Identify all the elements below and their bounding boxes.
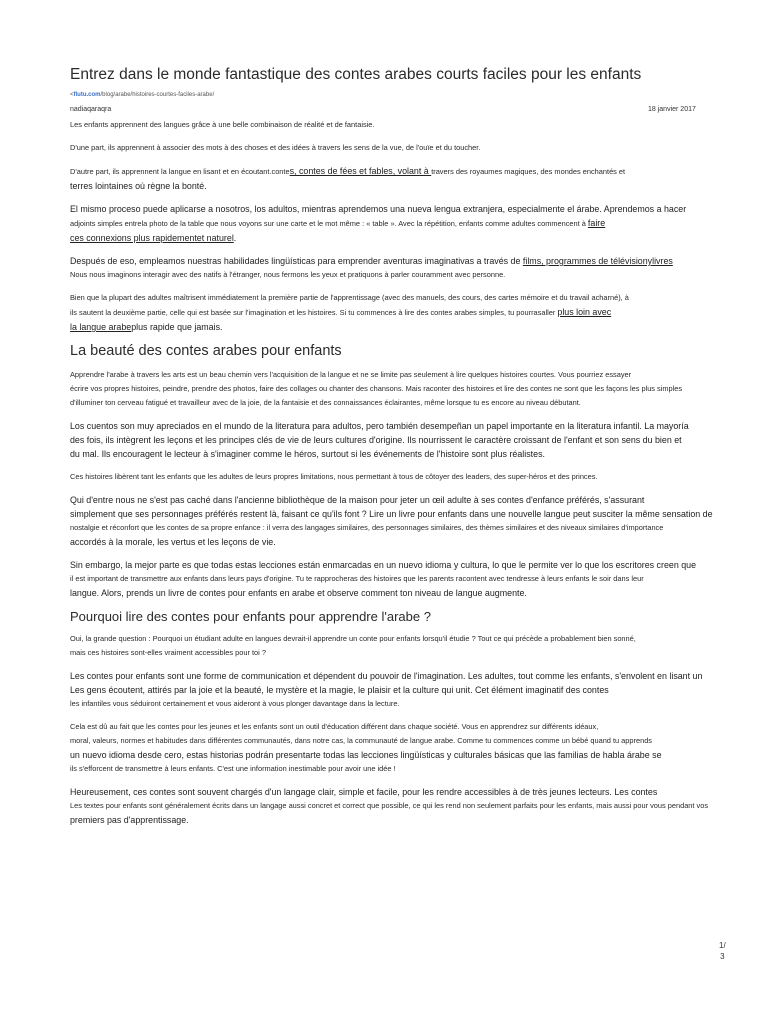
inline-link[interactable]: la langue arabe (70, 322, 132, 332)
text: d'illuminer ton cerveau fatigué et travailleur avec de la joie, de la fantaisie et des connaissances éclairantes, même lorsque tu es encore au niveau débutant. (70, 398, 581, 407)
paragraph (70, 493, 760, 549)
paragraph (70, 254, 760, 282)
section-heading: Pourquoi lire des contes pour enfants pour apprendre l'arabe ? (70, 609, 431, 624)
text: terres lointaines où règne la bonté. (70, 181, 207, 191)
url-path: /blog/arabe/histoires-courtes-faciles-arabe/ (100, 92, 215, 98)
text: langue. Alors, prends un livre de contes pour enfants en arabe et observe comment ton niveau de langue augmente. (70, 588, 527, 598)
text: un nuevo idioma desde cero, estas historias podrán presentarte todas las lecciones lingüísticas y culturales básicas que las familias de habla árabe se (70, 750, 662, 760)
text: moral, valeurs, normes et habitudes dans différentes communautés, dans notre cas, la communauté de langue arabe. Comme tu commences comme un bébé quand tu apprends (70, 736, 652, 745)
article-body (70, 118, 760, 836)
text: El mismo proceso puede aplicarse a nosotros, los adultos, mientras aprendemos una nueva lengua extranjera, especialmente el árabe. Aprendemos a hacer (70, 204, 687, 214)
text: adjoints simples entrela photo de la table que nous voyons sur une carte et le mot même : « table ». Avec la répétition, enfants comme adultes commencent à (70, 219, 588, 228)
text: travers des royaumes magiques, des mondes enchantés et (431, 167, 626, 176)
text: Les textes pour enfants sont généralement écrits dans un langage aussi concret et correct que possible, ce qui les rend non seulement parfaits pour les enfants, mais aussi pour vous pendant vos (70, 801, 709, 810)
paragraph: Les enfants apprennent des langues grâce à une belle combinaison de réalité et de fantaisie. (70, 120, 375, 129)
paragraph (70, 669, 760, 711)
text: simplement que ses personnages préférés restent là, faisant ce qu'ils font ? Lire un livre pour enfants dans une nouvelle langue peut susciter la même sensation de (70, 509, 713, 519)
text: écrire vos propres histoires, peindre, prendre des photos, faire des collages ou chanter des chansons. Mais raconter des histoires et lire des contes ne sont que les façons les plus simples (70, 384, 683, 393)
text: nostalgie et réconfort que les contes de sa propre enfance : il verra des langages similaires, des personnages similaires, des thèmes similaires et des niveaux similaires d'importance (70, 523, 664, 532)
section-heading: La beauté des contes arabes pour enfants (70, 343, 342, 359)
paragraph (70, 720, 760, 776)
paragraph (70, 164, 760, 193)
text: les infantiles vous séduiront certainement et vous aideront à vous plonger davantage dans la lecture. (70, 699, 400, 708)
text: des fois, ils intègrent les leçons et les principes clés de vie de leurs cultures d'origine. Ils nourrissent le caractère croissant de l'enfant et son sens du bien et (70, 435, 682, 445)
source-url[interactable] (70, 92, 214, 98)
text: Sin embargo, la mejor parte es que todas estas lecciones están enmarcadas en un nuevo idioma y cultura, lo que le permite ver lo que los escritores creen que (70, 560, 697, 570)
paragraph (70, 291, 760, 334)
inline-link[interactable]: plus loin avec (557, 307, 612, 317)
paragraph: D'une part, ils apprennent à associer des mots à des choses et des idées à travers les sens de la vue, de l'ouïe et du toucher. (70, 143, 481, 152)
page-number (719, 940, 726, 962)
text: ils sautent la deuxième partie, celle qui est basée sur l'imagination et les histoires. Si tu commences à lire des contes arabes simples, tu pourrasaller (70, 308, 558, 317)
text: du mal. Ils encouragent le lecteur à s'imaginer comme le héros, surtout si les événements de l'histoire sont plus réalistes. (70, 449, 545, 459)
page-current: 1/ (719, 941, 726, 950)
text: il est important de transmettre aux enfants dans leurs pays d'origine. Tu te rapprocheras des histoires que les parents racontent avec tendresse à leurs enfants le soir dans leur (70, 574, 644, 583)
text: Les contes pour enfants sont une forme de communication et dépendent du pouvoir de l'imagination. Les adultes, tout comme les enfants, s'envolent en lisant un (70, 671, 703, 681)
paragraph: Ces histoires libèrent tant les enfants que les adultes de leurs propres limitations, nous permettant à tous de côtoyer des leaders, des super-héros et des princes. (70, 472, 598, 481)
text: Después de eso, empleamos nuestras habilidades lingüísticas para emprender aventuras imaginativas a través de (70, 256, 523, 266)
inline-link[interactable]: faire (587, 218, 606, 228)
text: Nous nous imaginons interagir avec des natifs à l'étranger, nous fermons les yeux et pratiquons à parler couramment avec personne. (70, 270, 506, 279)
text: Cela est dû au fait que les contes pour les jeunes et les enfants sont un outil d'éducation différent dans chaque société. Vous en apprendrez sur différents idéaux, (70, 722, 599, 731)
text: Oui, la grande question : Pourquoi un étudiant adulte en langues devrait-il apprendre un conte pour enfants lorsqu'il étudie ? Tout ce qui précède a probablement bien sonné, (70, 634, 636, 643)
site-logo: flutu.com (73, 92, 101, 98)
text: Heureusement, ces contes sont souvent chargés d'un langage clair, simple et facile, pour les rendre accessibles à de très jeunes lecteurs. Les contes (70, 787, 658, 797)
inline-link[interactable]: s, contes de fées et fables, volant à (289, 166, 432, 176)
text: ils s'efforcent de transmettre à leurs enfants. C'est une information inestimable pour avoir une idée ! (70, 764, 396, 773)
page-total: 3 (720, 952, 725, 961)
paragraph (70, 632, 760, 660)
text: plus rapide que jamais. (131, 322, 223, 332)
url-prefix: < (70, 92, 74, 98)
publish-date: 18 janvier 2017 (648, 106, 696, 113)
page-title: Entrez dans le monde fantastique des contes arabes courts faciles pour les enfants (70, 66, 642, 83)
author-name: nadiaqaraqra (70, 106, 112, 113)
paragraph (70, 419, 760, 461)
text: Les gens écoutent, attirés par la joie et la beauté, le mystère et la magie, le plaisir et la culture qui unit. Cet élément imaginatif des contes (70, 685, 609, 695)
text: D'autre part, ils apprennent la langue en lisant et en écoutant.conte (70, 167, 290, 176)
text: accordés à la morale, les vertus et les leçons de vie. (70, 537, 276, 547)
text: Los cuentos son muy apreciados en el mundo de la literatura para adultos, pero también desempeñan un papel importante en la literatura infantil. La mayoría (70, 421, 689, 431)
paragraph (70, 368, 760, 410)
text: Bien que la plupart des adultes maîtrisent immédiatement la première partie de l'apprentissage (avec des manuels, des cours, des cartes mémoire et du travail acharné), à (70, 293, 629, 302)
text: Qui d'entre nous ne s'est pas caché dans l'ancienne bibliothèque de la maison pour jeter un œil adulte à ses contes d'enfance préférés, s'assurant (70, 495, 645, 505)
text: Apprendre l'arabe à travers les arts est un beau chemin vers l'acquisition de la langue et ne se limite pas seulement à lire quelques histoires courtes. Vous pourriez essayer (70, 370, 632, 379)
paragraph (70, 558, 760, 600)
inline-link[interactable]: films, programmes de télévisionylivres (522, 256, 673, 266)
paragraph (70, 785, 760, 827)
inline-link[interactable]: ces connexions plus rapidementet naturel (70, 233, 234, 243)
text: . (233, 233, 237, 243)
text: mais ces histoires sont-elles vraiment accessibles pour toi ? (70, 648, 266, 657)
paragraph (70, 202, 760, 245)
text: premiers pas d'apprentissage. (70, 815, 189, 825)
